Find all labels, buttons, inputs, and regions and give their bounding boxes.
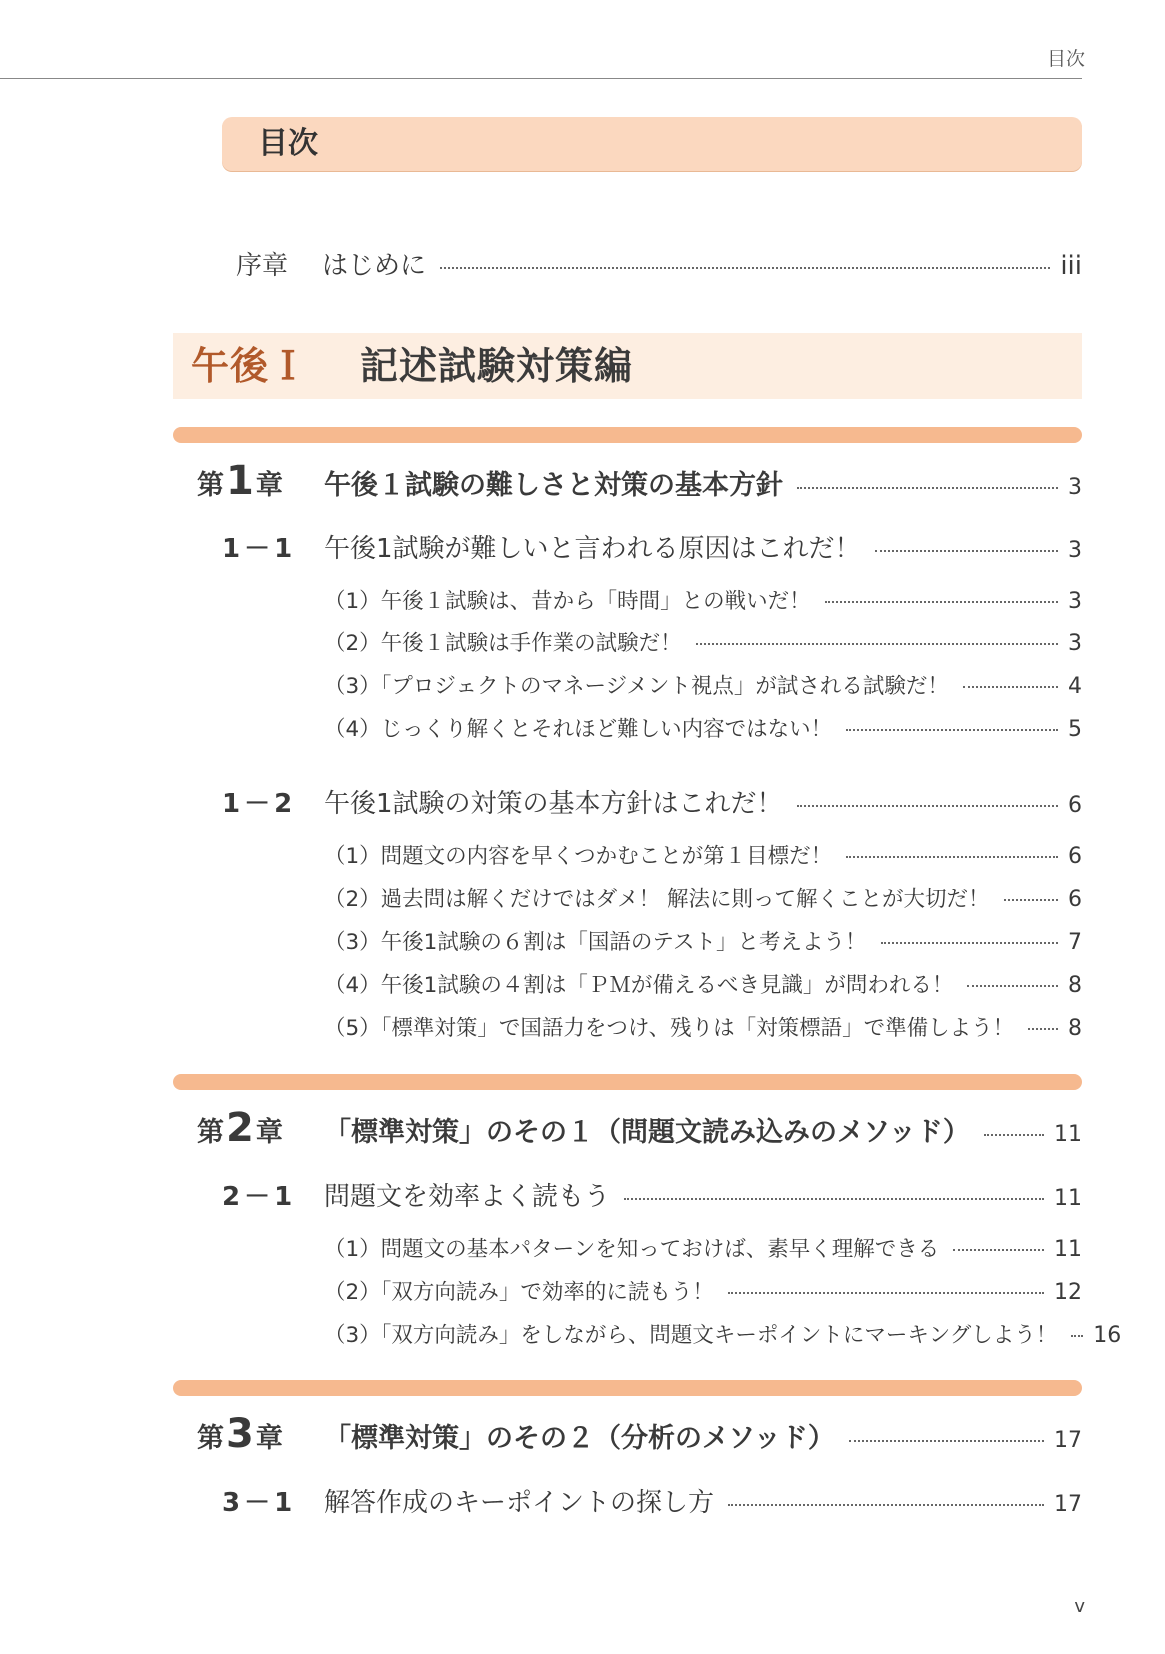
chapter-label: 第3章 (197, 1411, 283, 1457)
dot-leader (797, 487, 1058, 489)
section-page: 17 (1054, 1492, 1082, 1517)
subsection-title: （3）「プロジェクトのマネージメント視点」が試される試験だ！ (324, 674, 949, 699)
dot-leader (953, 1249, 1044, 1251)
toc-entry-intro[interactable] (236, 245, 1082, 282)
section-title: 問題文を効率よく読もう (324, 1182, 611, 1212)
toc-entry-subsection[interactable] (324, 1232, 1082, 1263)
dot-leader (728, 1292, 1044, 1294)
dot-leader (849, 1440, 1044, 1442)
part-title: 記述試験対策編 (360, 344, 634, 388)
toc-entry-subsection[interactable] (324, 669, 1082, 700)
dot-leader (846, 856, 1058, 858)
chapter-title: 「標準対策」のその１（問題文読み込みのメソッド） (324, 1117, 970, 1148)
subsection-title: （1）問題文の内容を早くつかむことが第１目標だ！ (324, 844, 833, 869)
toc-entry-subsection[interactable] (324, 925, 1082, 956)
chapter-page: 11 (1054, 1122, 1082, 1147)
section-title: 午後1試験が難しいと言われる原因はこれだ！ (324, 534, 861, 564)
chapter-title: 午後１試験の難しさと対策の基本方針 (324, 470, 783, 501)
subsection-page: 3 (1068, 589, 1082, 614)
subsection-title: （2）午後１試験は手作業の試験だ！ (324, 631, 682, 656)
toc-entry-section[interactable] (222, 1176, 1082, 1213)
dot-leader (846, 729, 1058, 731)
subsection-title: （4）じっくり解くとそれほど難しい内容ではない！ (324, 717, 833, 742)
toc-entry-subsection[interactable] (324, 839, 1082, 870)
intro-page: iii (1060, 251, 1082, 281)
subsection-title: （1）午後１試験は、昔から「時間」との戦いだ！ (324, 589, 811, 614)
running-header: 目次 (1046, 48, 1085, 70)
chapter-label: 第1章 (197, 458, 283, 504)
dot-leader (440, 267, 1050, 269)
toc-entry-chapter[interactable] (197, 458, 1082, 504)
chapter-number: 2 (226, 1105, 254, 1151)
toc-entry-section[interactable] (222, 528, 1082, 565)
chapter-divider-bar (173, 1380, 1082, 1396)
intro-label: 序章 (236, 251, 289, 281)
subsection-page: 6 (1068, 844, 1082, 869)
section-label: 2－1 (222, 1182, 297, 1212)
chapter-number: 3 (226, 1411, 254, 1457)
subsection-title: （1）問題文の基本パターンを知っておけば、素早く理解できる (324, 1237, 940, 1262)
toc-entry-section[interactable] (222, 1482, 1082, 1519)
toc-entry-section[interactable] (222, 783, 1082, 820)
chapter-number: 1 (226, 458, 254, 504)
chapter-title: 「標準対策」のその２（分析のメソッド） (324, 1423, 835, 1454)
part-label: 午後Ｉ (191, 344, 309, 388)
subsection-title: （5）「標準対策」で国語力をつけ、残りは「対策標語」で準備しよう！ (324, 1016, 1015, 1041)
section-label: 1－1 (222, 534, 297, 564)
dot-leader (696, 643, 1058, 645)
subsection-title: （2）「双方向読み」で効率的に読もう！ (324, 1280, 714, 1305)
chapter-page: 17 (1054, 1428, 1082, 1453)
dot-leader (881, 942, 1058, 944)
toc-entry-subsection[interactable] (324, 626, 1082, 657)
section-title: 解答作成のキーポイントの探し方 (324, 1488, 715, 1518)
subsection-page: 11 (1054, 1237, 1082, 1262)
subsection-page: 4 (1068, 674, 1082, 699)
toc-entry-subsection[interactable] (324, 968, 1082, 999)
page-number: v (1074, 1596, 1085, 1617)
toc-entry-subsection[interactable] (324, 1318, 1122, 1349)
subsection-page: 16 (1093, 1323, 1122, 1348)
subsection-page: 6 (1068, 887, 1082, 912)
dot-leader (1071, 1335, 1083, 1337)
subsection-title: （4）午後1試験の４割は「ＰＭが備えるべき見識」が問われる！ (324, 973, 954, 998)
toc-entry-subsection[interactable] (324, 882, 1082, 913)
section-label: 1－2 (222, 789, 297, 819)
dot-leader (967, 985, 1058, 987)
dot-leader (797, 805, 1058, 807)
dot-leader (624, 1198, 1044, 1200)
toc-entry-chapter[interactable] (197, 1105, 1082, 1151)
section-page: 11 (1054, 1186, 1082, 1211)
dot-leader (984, 1134, 1044, 1136)
dot-leader (1028, 1028, 1058, 1030)
header-rule (0, 78, 1082, 79)
section-label: 3－1 (222, 1488, 297, 1518)
section-title: 午後1試験の対策の基本方針はこれだ！ (324, 789, 783, 819)
subsection-page: 7 (1068, 930, 1082, 955)
section-page: 6 (1068, 793, 1082, 818)
subsection-title: （2）過去問は解くだけではダメ！ 解法に則って解くことが大切だ！ (324, 887, 990, 912)
subsection-page: 3 (1068, 631, 1082, 656)
subsection-page: 5 (1068, 717, 1082, 742)
subsection-title: （3）「双方向読み」をしながら、問題文キーポイントにマーキングしよう！ (324, 1323, 1058, 1348)
dot-leader (875, 550, 1058, 552)
subsection-page: 8 (1068, 1016, 1082, 1041)
chapter-divider-bar (173, 1074, 1082, 1090)
intro-title: はじめに (322, 251, 427, 281)
toc-entry-subsection[interactable] (324, 584, 1082, 615)
chapter-page: 3 (1068, 475, 1082, 500)
dot-leader (963, 686, 1058, 688)
chapter-divider-bar (173, 427, 1082, 443)
toc-entry-subsection[interactable] (324, 1275, 1082, 1306)
dot-leader (1004, 899, 1058, 901)
toc-entry-chapter[interactable] (197, 1411, 1082, 1457)
subsection-page: 8 (1068, 973, 1082, 998)
toc-title-banner (222, 117, 1082, 171)
toc-title: 目次 (258, 126, 318, 161)
subsection-title: （3）午後1試験の６割は「国語のテスト」と考えよう！ (324, 930, 867, 955)
toc-entry-subsection[interactable] (324, 712, 1082, 743)
part-banner (173, 333, 1082, 399)
dot-leader (825, 601, 1058, 603)
subsection-page: 12 (1054, 1280, 1082, 1305)
section-page: 3 (1068, 538, 1082, 563)
chapter-label: 第2章 (197, 1105, 283, 1151)
dot-leader (728, 1504, 1044, 1506)
toc-entry-subsection[interactable] (324, 1011, 1082, 1042)
